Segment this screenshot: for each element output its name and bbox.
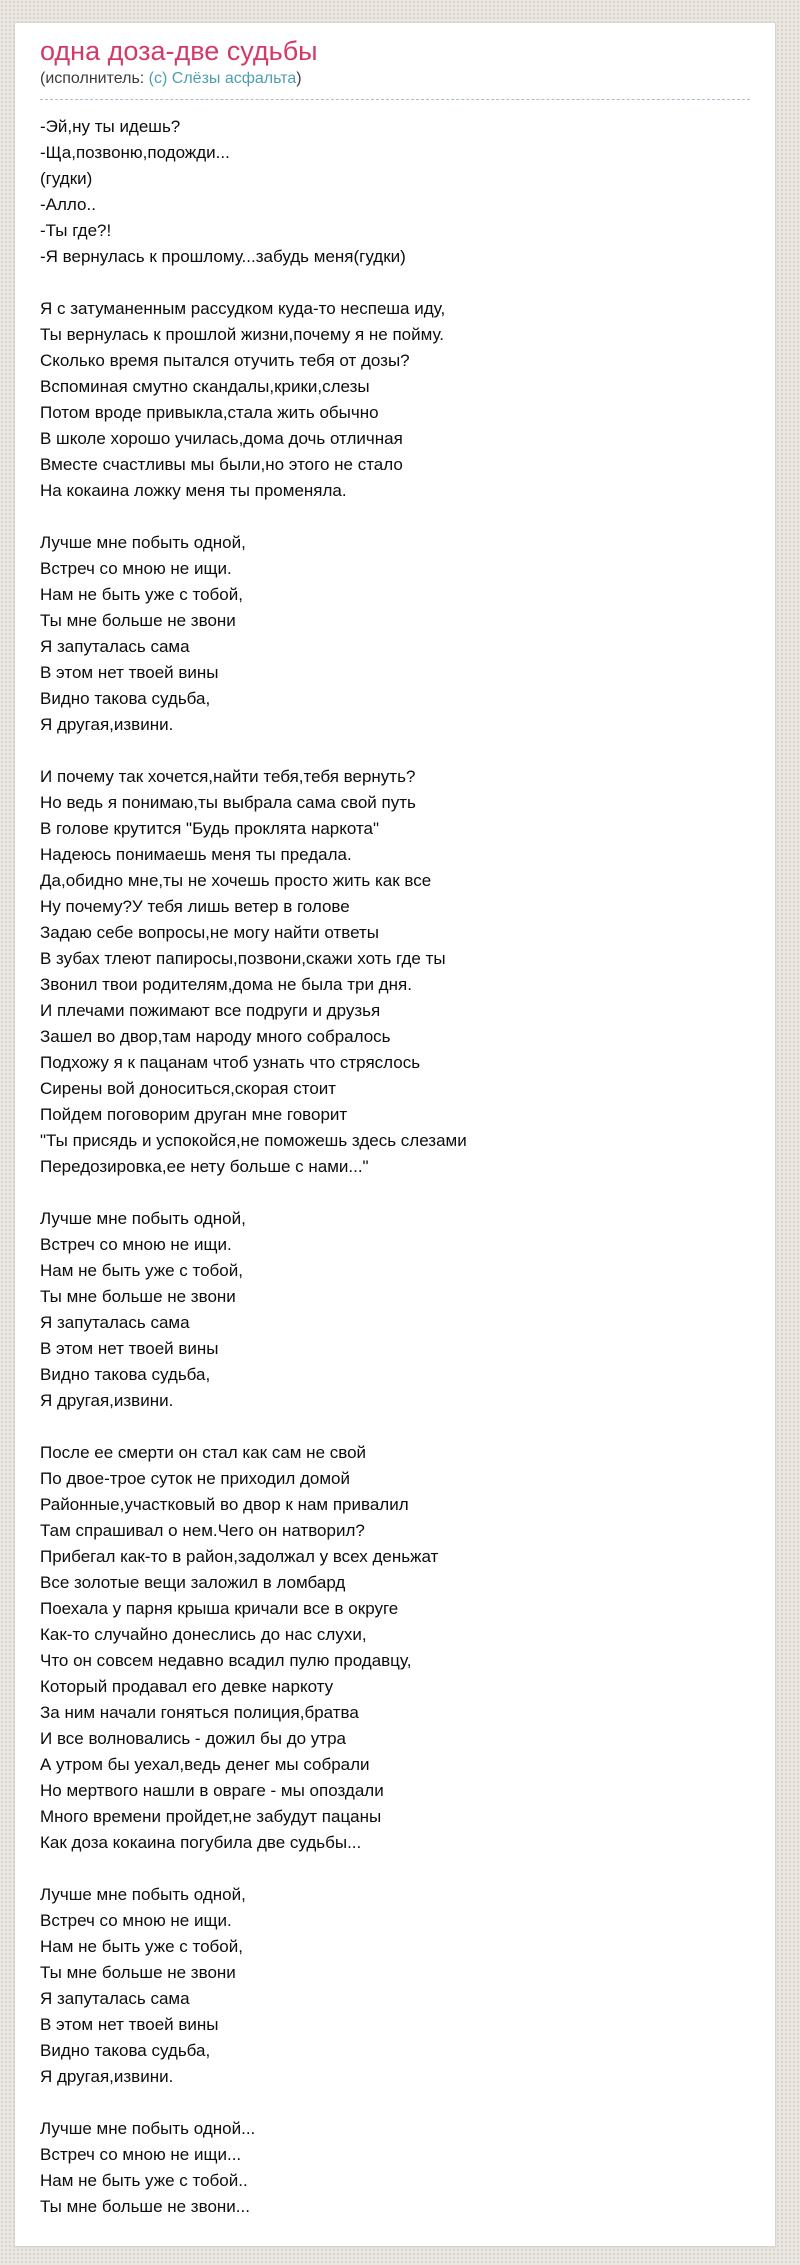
lyric-line: А утром бы уехал,ведь денег мы собрали bbox=[40, 1755, 370, 1774]
lyric-stanza bbox=[40, 114, 750, 270]
lyric-line: Видно такова судьба, bbox=[40, 1365, 211, 1384]
lyric-line: Нам не быть уже с тобой, bbox=[40, 1261, 243, 1280]
lyric-stanza bbox=[40, 2116, 750, 2220]
lyric-stanza bbox=[40, 530, 750, 738]
lyric-line: Ты мне больше не звони bbox=[40, 1963, 236, 1982]
lyric-line: -Ты где?! bbox=[40, 221, 112, 240]
lyric-line: -Я вернулась к прошлому...забудь меня(гудки) bbox=[40, 247, 406, 266]
lyric-line: Что он совсем недавно всадил пулю продавцу, bbox=[40, 1651, 412, 1670]
lyric-line: Да,обидно мне,ты не хочешь просто жить как все bbox=[40, 871, 432, 890]
lyric-line: Лучше мне побыть одной, bbox=[40, 533, 246, 552]
lyric-line: Вспоминая смутно скандалы,крики,слезы bbox=[40, 377, 370, 396]
lyric-line: По двое-трое суток не приходил домой bbox=[40, 1469, 350, 1488]
lyric-line: Районные,участковый во двор к нам привалил bbox=[40, 1495, 409, 1514]
lyric-line: В этом нет твоей вины bbox=[40, 1339, 219, 1358]
lyric-line: Звонил твои родителям,дома не была три дня. bbox=[40, 975, 412, 994]
lyric-line: -Ща,позвоню,подожди... bbox=[40, 143, 230, 162]
lyric-line: Но мертвого нашли в овраге - мы опоздали bbox=[40, 1781, 384, 1800]
lyric-stanza bbox=[40, 764, 750, 1180]
lyric-line: Нам не быть уже с тобой, bbox=[40, 1937, 243, 1956]
lyric-line: Лучше мне побыть одной, bbox=[40, 1885, 246, 1904]
lyrics-card bbox=[14, 22, 776, 2247]
lyric-line: Лучше мне побыть одной, bbox=[40, 1209, 246, 1228]
lyric-line: Ты мне больше не звони bbox=[40, 1287, 236, 1306]
lyric-line: -Алло.. bbox=[40, 195, 96, 214]
lyric-line: Видно такова судьба, bbox=[40, 689, 211, 708]
lyric-line: Ты мне больше не звони bbox=[40, 611, 236, 630]
lyric-line: Ты мне больше не звони... bbox=[40, 2197, 250, 2216]
lyric-stanza bbox=[40, 296, 750, 504]
lyric-line: После ее смерти он стал как сам не свой bbox=[40, 1443, 367, 1462]
lyric-line: Я с затуманенным рассудком куда-то неспеша иду, bbox=[40, 299, 446, 318]
lyric-line: В зубах тлеют папиросы,позвони,скажи хоть где ты bbox=[40, 949, 446, 968]
lyric-line: (гудки) bbox=[40, 169, 93, 188]
lyric-line: Как доза кокаина погубила две судьбы... bbox=[40, 1833, 362, 1852]
lyric-line: И все волновались - дожил бы до утра bbox=[40, 1729, 346, 1748]
lyric-line: Зашел во двор,там народу много собралось bbox=[40, 1027, 391, 1046]
lyric-line: Потом вроде привыкла,стала жить обычно bbox=[40, 403, 379, 422]
artist-line bbox=[40, 69, 750, 100]
artist-line-suffix: ) bbox=[296, 70, 302, 87]
lyric-line: Но ведь я понимаю,ты выбрала сама свой путь bbox=[40, 793, 416, 812]
lyric-line: В этом нет твоей вины bbox=[40, 663, 219, 682]
lyric-line: Прибегал как-то в район,задолжал у всех деньжат bbox=[40, 1547, 439, 1566]
lyric-line: И почему так хочется,найти тебя,тебя вернуть? bbox=[40, 767, 416, 786]
lyric-line: В голове крутится "Будь проклята наркота" bbox=[40, 819, 380, 838]
lyric-line: Я запуталась сама bbox=[40, 1989, 190, 2008]
lyric-line: "Ты присядь и успокойся,не поможешь здесь слезами bbox=[40, 1131, 467, 1150]
lyric-line: Я другая,извини. bbox=[40, 2067, 174, 2086]
artist-link[interactable]: (с) Слёзы асфальта bbox=[148, 70, 297, 87]
lyric-stanza bbox=[40, 1206, 750, 1414]
lyric-line: Встреч со мною не ищи... bbox=[40, 2145, 242, 2164]
song-header bbox=[40, 35, 750, 100]
lyric-line: Там спрашивал о нем.Чего он натворил? bbox=[40, 1521, 365, 1540]
lyric-line: В школе хорошо училась,дома дочь отличная bbox=[40, 429, 403, 448]
lyric-line: Ты вернулась к прошлой жизни,почему я не пойму. bbox=[40, 325, 445, 344]
lyric-line: Много времени пройдет,не забудут пацаны bbox=[40, 1807, 382, 1826]
lyric-line: Все золотые вещи заложил в ломбард bbox=[40, 1573, 346, 1592]
lyric-line: Я запуталась сама bbox=[40, 637, 190, 656]
lyric-line: Нам не быть уже с тобой.. bbox=[40, 2171, 248, 2190]
page-title: одна доза-две судьбы bbox=[40, 36, 318, 66]
lyric-line: Я запуталась сама bbox=[40, 1313, 190, 1332]
lyric-line: Подхожу я к пацанам чтоб узнать что стряслось bbox=[40, 1053, 421, 1072]
lyric-line: Пойдем поговорим друган мне говорит bbox=[40, 1105, 348, 1124]
lyric-line: Передозировка,ее нету больше с нами..." bbox=[40, 1157, 369, 1176]
lyric-line: Видно такова судьба, bbox=[40, 2041, 211, 2060]
lyric-line: Встреч со мною не ищи. bbox=[40, 1911, 232, 1930]
lyric-line: Встреч со мною не ищи. bbox=[40, 559, 232, 578]
lyric-line: Сирены вой доноситься,скорая стоит bbox=[40, 1079, 337, 1098]
lyric-line: Задаю себе вопросы,не могу найти ответы bbox=[40, 923, 379, 942]
lyric-line: Ну почему?У тебя лишь ветер в голове bbox=[40, 897, 350, 916]
lyric-line: В этом нет твоей вины bbox=[40, 2015, 219, 2034]
lyric-line: Который продавал его девке наркоту bbox=[40, 1677, 334, 1696]
lyric-line: -Эй,ну ты идешь? bbox=[40, 117, 181, 136]
lyric-line: Я другая,извини. bbox=[40, 715, 174, 734]
lyric-line: И плечами пожимают все подруги и друзья bbox=[40, 1001, 381, 1020]
lyric-line: Как-то случайно донеслись до нас слухи, bbox=[40, 1625, 367, 1644]
lyric-stanza bbox=[40, 1440, 750, 1856]
lyric-line: Нам не быть уже с тобой, bbox=[40, 585, 243, 604]
lyric-line: Надеюсь понимаешь меня ты предала. bbox=[40, 845, 352, 864]
lyric-line: Встреч со мною не ищи. bbox=[40, 1235, 232, 1254]
lyric-line: Поехала у парня крыша кричали все в округе bbox=[40, 1599, 399, 1618]
lyric-line: Сколько время пытался отучить тебя от дозы? bbox=[40, 351, 410, 370]
lyrics-text bbox=[40, 114, 750, 2220]
lyric-line: На кокаина ложку меня ты променяла. bbox=[40, 481, 347, 500]
lyric-stanza bbox=[40, 1882, 750, 2090]
performer-label: (исполнитель: bbox=[40, 70, 149, 87]
lyric-line: Я другая,извини. bbox=[40, 1391, 174, 1410]
lyric-line: Вместе счастливы мы были,но этого не стало bbox=[40, 455, 403, 474]
lyric-line: Лучше мне побыть одной... bbox=[40, 2119, 256, 2138]
lyric-line: За ним начали гоняться полиция,братва bbox=[40, 1703, 359, 1722]
